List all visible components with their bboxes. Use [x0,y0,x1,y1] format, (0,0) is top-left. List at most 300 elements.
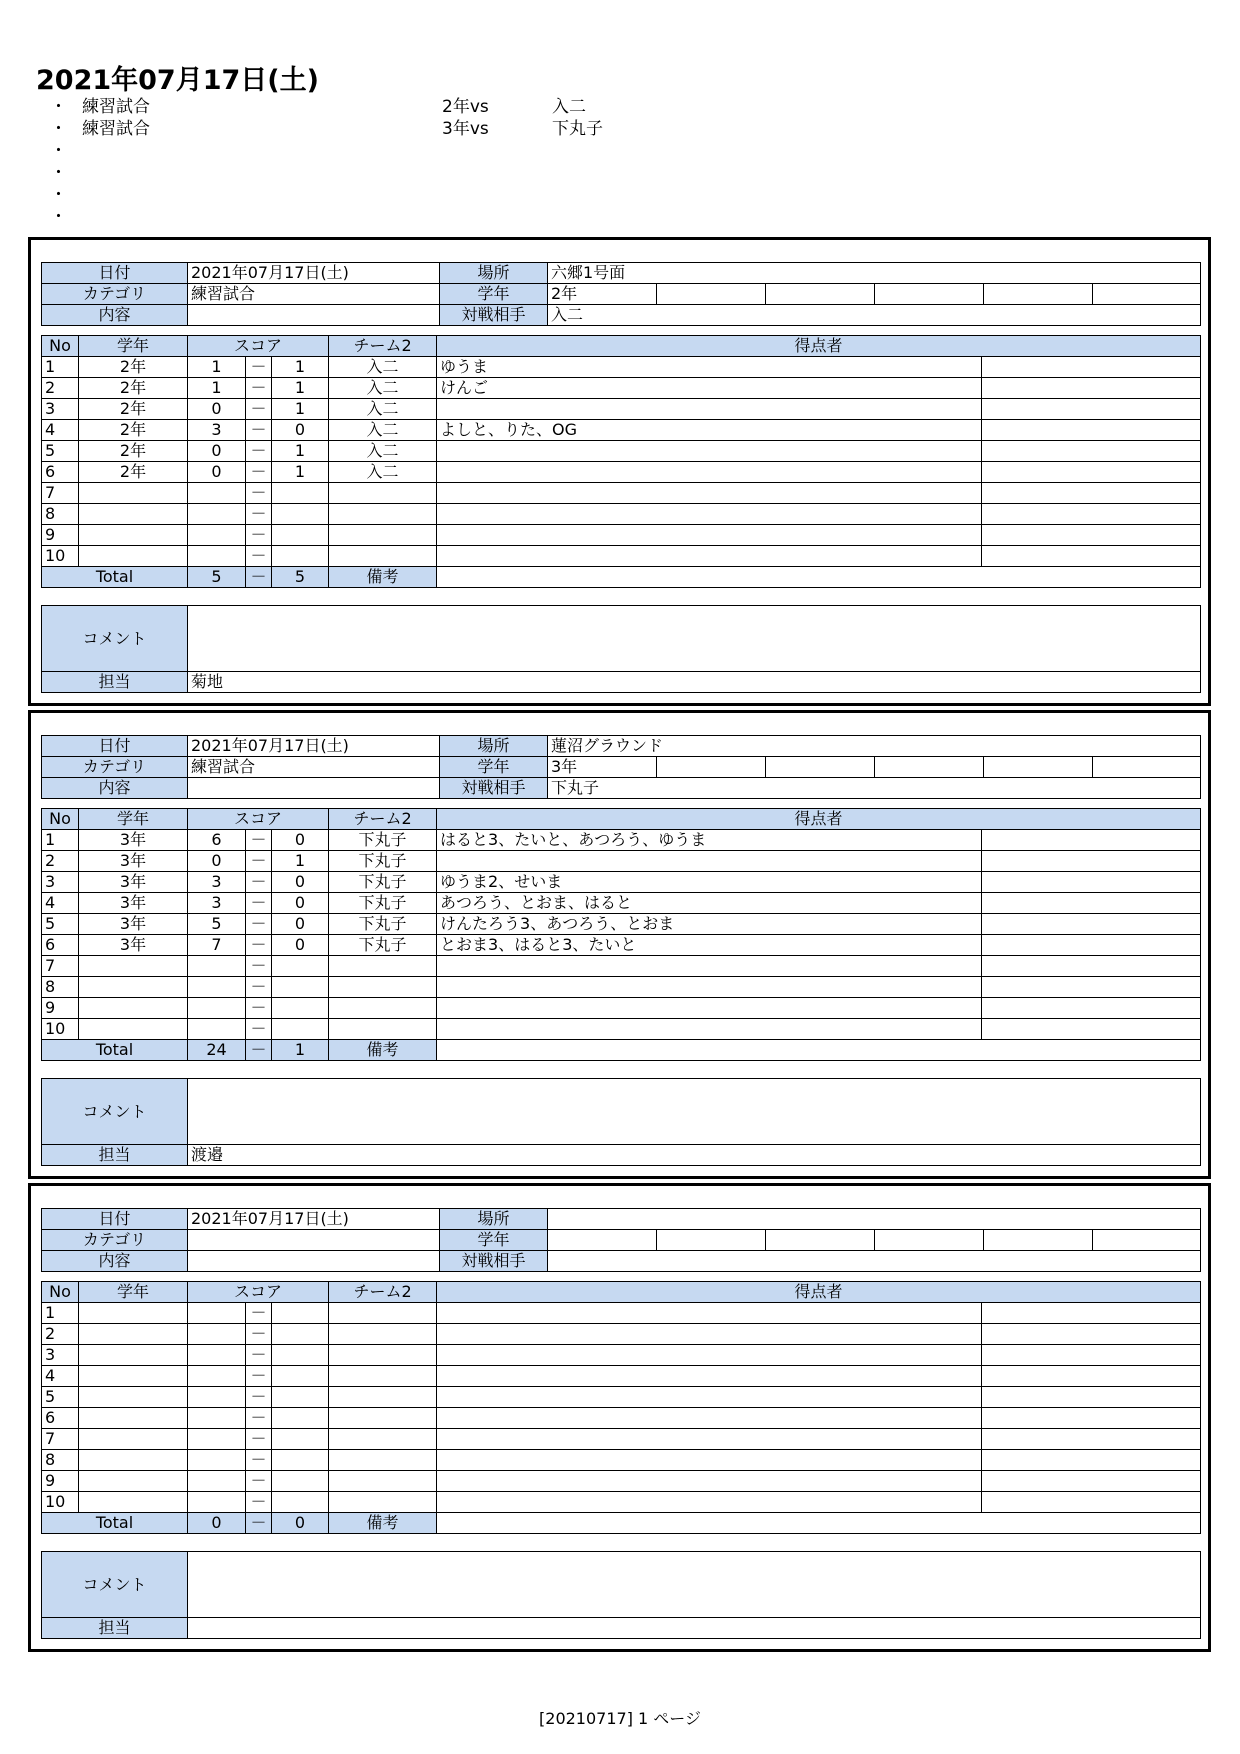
row-scorers [437,546,982,567]
row-grade [79,1345,188,1366]
row-dash: － [246,462,272,483]
table-row [42,399,1201,420]
opponent-value [548,1251,1201,1272]
row-extra [982,1492,1201,1513]
row-away-score: 1 [272,441,329,462]
place-label: 場所 [440,736,548,757]
score-table [41,335,1201,588]
grade-label: 学年 [440,284,548,305]
row-extra [982,977,1201,998]
row-away-score [272,525,329,546]
row-no: 9 [42,1471,79,1492]
table-row [42,1408,1201,1429]
row-home-score: 0 [188,399,246,420]
grade-extra-cell [657,1230,766,1251]
row-extra [982,872,1201,893]
row-grade [79,1366,188,1387]
total-home: 5 [188,567,246,588]
summary-row [50,206,750,228]
row-grade: 3年 [79,893,188,914]
row-no: 4 [42,893,79,914]
grade-label: 学年 [440,757,548,778]
summary-grade: 2年vs [442,97,489,117]
table-row [42,1492,1201,1513]
person-label: 担当 [42,1618,188,1639]
row-away-score [272,1429,329,1450]
row-grade [79,1324,188,1345]
row-extra [982,935,1201,956]
row-grade [79,504,188,525]
row-scorers [437,399,982,420]
row-team2 [329,1324,437,1345]
no-header: No [42,809,79,830]
row-dash: － [246,1492,272,1513]
row-home-score [188,1471,246,1492]
row-grade [79,956,188,977]
category-value: 練習試合 [188,284,440,305]
table-row [42,546,1201,567]
row-extra [982,378,1201,399]
row-extra [982,504,1201,525]
row-team2: 下丸子 [329,935,437,956]
match-info-table [41,735,1201,799]
row-team2 [329,1492,437,1513]
grade-header: 学年 [79,336,188,357]
grade-header: 学年 [79,1282,188,1303]
row-home-score: 3 [188,872,246,893]
row-extra [982,851,1201,872]
summary-opponent: 入二 [552,97,586,117]
match-info-table [41,262,1201,326]
table-row [42,1450,1201,1471]
row-team2: 下丸子 [329,893,437,914]
row-away-score [272,546,329,567]
row-dash: － [246,378,272,399]
row-team2 [329,956,437,977]
table-row [42,914,1201,935]
grade-extra-cell [984,284,1093,305]
row-away-score: 1 [272,378,329,399]
bullet: ・ [50,97,67,117]
row-dash: － [246,1471,272,1492]
category-label: カテゴリ [42,757,188,778]
row-scorers: ゆうま2、せいま [437,872,982,893]
row-away-score [272,1345,329,1366]
bullet: ・ [50,119,67,139]
row-scorers [437,977,982,998]
row-scorers [437,1492,982,1513]
page-footer: [20210717] 1 ページ [539,1709,701,1728]
row-no: 2 [42,851,79,872]
scorers-header: 得点者 [437,336,1201,357]
row-home-score: 3 [188,420,246,441]
grade-extra-cell [657,757,766,778]
total-home: 0 [188,1513,246,1534]
date-label: 日付 [42,1209,188,1230]
row-grade [79,977,188,998]
summary-list [50,96,750,228]
row-home-score [188,1387,246,1408]
row-away-score [272,1366,329,1387]
row-team2: 入二 [329,357,437,378]
total-away: 5 [272,567,329,588]
row-away-score: 0 [272,872,329,893]
row-no: 5 [42,1387,79,1408]
row-dash: － [246,504,272,525]
scorers-header: 得点者 [437,809,1201,830]
total-row [42,1513,1201,1534]
table-row [42,1019,1201,1040]
row-no: 1 [42,357,79,378]
table-row [42,462,1201,483]
row-no: 2 [42,1324,79,1345]
date-label: 日付 [42,263,188,284]
comment-table [41,1551,1201,1639]
score-table [41,1281,1201,1534]
opponent-value: 入二 [548,305,1201,326]
row-team2: 下丸子 [329,830,437,851]
row-team2 [329,1366,437,1387]
row-no: 2 [42,378,79,399]
row-team2 [329,525,437,546]
place-value [548,1209,1201,1230]
row-dash: － [246,525,272,546]
grade-extra-cell [1093,284,1201,305]
row-grade: 3年 [79,935,188,956]
row-away-score: 0 [272,893,329,914]
row-away-score: 0 [272,914,329,935]
summary-category: 練習試合 [82,97,150,117]
row-home-score [188,956,246,977]
row-home-score [188,1324,246,1345]
summary-category: 練習試合 [82,119,150,139]
table-row [42,420,1201,441]
row-dash: － [246,420,272,441]
comment-table [41,605,1201,693]
row-away-score: 1 [272,462,329,483]
row-dash: － [246,1303,272,1324]
row-no: 1 [42,830,79,851]
row-team2: 下丸子 [329,851,437,872]
row-away-score: 1 [272,399,329,420]
row-team2 [329,1450,437,1471]
grade-value: 2年 [548,284,657,305]
person-value [188,1618,1201,1639]
bullet: ・ [50,163,67,183]
team2-header: チーム2 [329,809,437,830]
row-extra [982,830,1201,851]
table-row [42,1366,1201,1387]
row-away-score [272,1387,329,1408]
category-label: カテゴリ [42,284,188,305]
grade-extra-cell [875,1230,984,1251]
row-away-score [272,998,329,1019]
grade-extra-cell [766,1230,875,1251]
content-value [188,305,440,326]
row-home-score [188,977,246,998]
person-value: 菊地 [188,672,1201,693]
content-value [188,778,440,799]
team2-header: チーム2 [329,336,437,357]
row-grade: 2年 [79,441,188,462]
row-grade [79,483,188,504]
no-header: No [42,1282,79,1303]
grade-extra-cell [657,284,766,305]
opponent-label: 対戦相手 [440,778,548,799]
total-label: Total [42,1513,188,1534]
row-extra [982,399,1201,420]
row-away-score [272,1019,329,1040]
table-row [42,1324,1201,1345]
row-team2 [329,1019,437,1040]
row-dash: － [246,1408,272,1429]
row-no: 6 [42,462,79,483]
row-no: 8 [42,977,79,998]
row-scorers: けんたろう3、あつろう、とおま [437,914,982,935]
row-grade [79,998,188,1019]
row-dash: － [246,893,272,914]
place-label: 場所 [440,1209,548,1230]
row-dash: － [246,1450,272,1471]
table-row [42,1387,1201,1408]
match-info-table [41,1208,1201,1272]
score-table [41,808,1201,1061]
no-header: No [42,336,79,357]
row-home-score [188,1366,246,1387]
row-no: 10 [42,546,79,567]
row-extra [982,1303,1201,1324]
row-grade [79,546,188,567]
place-value: 六郷1号面 [548,263,1201,284]
opponent-value: 下丸子 [548,778,1201,799]
total-home: 24 [188,1040,246,1061]
row-away-score: 0 [272,830,329,851]
total-dash: － [246,1040,272,1061]
row-no: 6 [42,1408,79,1429]
row-no: 7 [42,483,79,504]
date-value: 2021年07月17日(土) [188,263,440,284]
score-header: スコア [188,336,329,357]
row-grade [79,1471,188,1492]
row-extra [982,441,1201,462]
row-away-score [272,977,329,998]
row-home-score [188,546,246,567]
row-extra [982,956,1201,977]
table-row [42,1303,1201,1324]
table-row [42,441,1201,462]
remarks-value [437,567,1201,588]
table-row [42,504,1201,525]
row-scorers [437,441,982,462]
row-home-score [188,483,246,504]
table-row [42,1429,1201,1450]
row-home-score [188,998,246,1019]
content-label: 内容 [42,305,188,326]
row-no: 3 [42,399,79,420]
row-team2 [329,977,437,998]
person-value: 渡邉 [188,1145,1201,1166]
row-home-score [188,1303,246,1324]
table-row [42,893,1201,914]
row-extra [982,1429,1201,1450]
match-card [28,237,1211,706]
row-extra [982,1366,1201,1387]
row-grade: 3年 [79,851,188,872]
row-extra [982,893,1201,914]
total-row [42,567,1201,588]
row-home-score: 1 [188,357,246,378]
row-away-score [272,1303,329,1324]
grade-extra-cell [984,1230,1093,1251]
row-extra [982,1019,1201,1040]
grade-extra-cell [1093,757,1201,778]
row-no: 3 [42,1345,79,1366]
row-dash: － [246,1019,272,1040]
row-dash: － [246,546,272,567]
row-team2 [329,998,437,1019]
row-team2: 入二 [329,378,437,399]
row-grade [79,1429,188,1450]
row-home-score: 7 [188,935,246,956]
place-value: 蓮沼グラウンド [548,736,1201,757]
row-extra [982,546,1201,567]
table-row [42,872,1201,893]
row-scorers [437,1471,982,1492]
row-dash: － [246,1345,272,1366]
row-no: 10 [42,1492,79,1513]
row-no: 9 [42,998,79,1019]
row-scorers: よしと、りた、OG [437,420,982,441]
remarks-value [437,1040,1201,1061]
row-away-score [272,483,329,504]
row-home-score: 5 [188,914,246,935]
remarks-label: 備考 [329,1040,437,1061]
row-away-score [272,956,329,977]
row-team2: 下丸子 [329,872,437,893]
grade-extra-cell [766,284,875,305]
row-scorers: はると3、たいと、あつろう、ゆうま [437,830,982,851]
row-scorers [437,1408,982,1429]
summary-row [50,184,750,206]
row-no: 3 [42,872,79,893]
row-grade: 2年 [79,420,188,441]
row-extra [982,420,1201,441]
row-scorers [437,851,982,872]
row-team2 [329,1429,437,1450]
row-team2: 入二 [329,441,437,462]
match-card [28,710,1211,1179]
row-grade [79,1492,188,1513]
row-scorers: あつろう、とおま、はると [437,893,982,914]
row-no: 9 [42,525,79,546]
summary-opponent: 下丸子 [552,119,603,139]
person-label: 担当 [42,1145,188,1166]
row-home-score: 0 [188,462,246,483]
row-extra [982,1408,1201,1429]
summary-row [50,140,750,162]
row-dash: － [246,914,272,935]
row-grade [79,1387,188,1408]
row-scorers: ゆうま [437,357,982,378]
row-home-score: 3 [188,893,246,914]
scorers-header: 得点者 [437,1282,1201,1303]
table-row [42,483,1201,504]
grade-extra-cell [766,757,875,778]
row-scorers [437,1303,982,1324]
row-extra [982,1471,1201,1492]
row-team2: 入二 [329,420,437,441]
row-team2 [329,1408,437,1429]
summary-row [50,96,750,118]
row-dash: － [246,1366,272,1387]
category-label: カテゴリ [42,1230,188,1251]
row-home-score: 0 [188,441,246,462]
opponent-label: 対戦相手 [440,305,548,326]
total-label: Total [42,567,188,588]
bullet: ・ [50,185,67,205]
row-away-score [272,1450,329,1471]
match-card [28,1183,1211,1652]
total-dash: － [246,567,272,588]
row-grade [79,525,188,546]
total-away: 1 [272,1040,329,1061]
table-row [42,956,1201,977]
row-dash: － [246,935,272,956]
row-dash: － [246,1429,272,1450]
row-team2: 入二 [329,399,437,420]
row-home-score: 1 [188,378,246,399]
row-away-score [272,1492,329,1513]
row-scorers [437,1450,982,1471]
team2-header: チーム2 [329,1282,437,1303]
row-extra [982,1450,1201,1471]
row-scorers: とおま3、はると3、たいと [437,935,982,956]
row-away-score [272,1408,329,1429]
row-team2 [329,483,437,504]
table-row [42,998,1201,1019]
remarks-value [437,1513,1201,1534]
row-away-score: 1 [272,851,329,872]
row-team2 [329,546,437,567]
row-home-score [188,1408,246,1429]
row-away-score [272,504,329,525]
row-grade: 2年 [79,399,188,420]
row-grade [79,1019,188,1040]
bullet: ・ [50,141,67,161]
row-home-score [188,1450,246,1471]
row-dash: － [246,357,272,378]
row-scorers: けんご [437,378,982,399]
row-dash: － [246,872,272,893]
row-no: 7 [42,956,79,977]
row-dash: － [246,441,272,462]
row-home-score [188,1492,246,1513]
comment-label: コメント [42,606,188,672]
row-no: 7 [42,1429,79,1450]
bullet: ・ [50,207,67,227]
row-dash: － [246,977,272,998]
category-value: 練習試合 [188,757,440,778]
grade-extra-cell [875,284,984,305]
row-team2: 下丸子 [329,914,437,935]
row-extra [982,483,1201,504]
table-row [42,830,1201,851]
row-no: 4 [42,1366,79,1387]
row-away-score [272,1471,329,1492]
row-dash: － [246,830,272,851]
remarks-label: 備考 [329,567,437,588]
row-home-score [188,525,246,546]
